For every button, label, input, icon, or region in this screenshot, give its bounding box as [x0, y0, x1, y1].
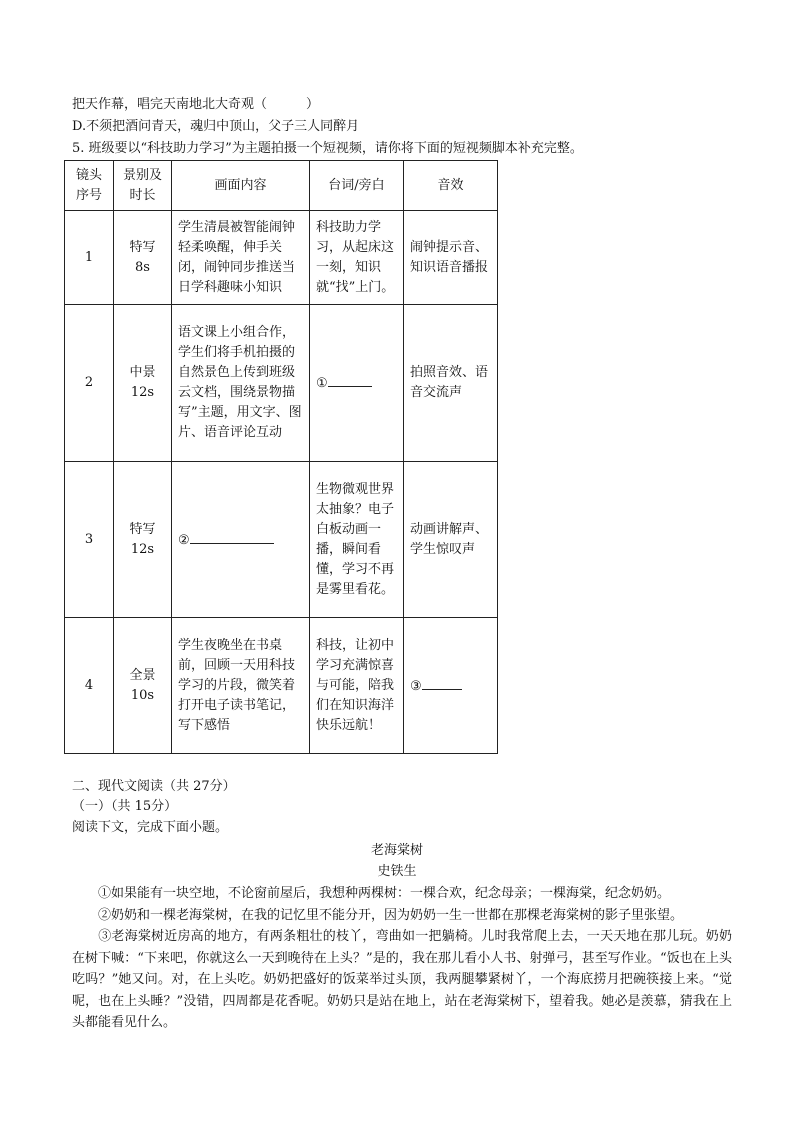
- shot-duration: 12s: [130, 385, 155, 400]
- row-number: 2: [65, 305, 114, 462]
- question-option-c-tail: 把天作幕，唱完天南地北大奇观（ ）: [72, 97, 320, 112]
- shot-type: 特写: [129, 239, 156, 255]
- blank-3-marker: ③: [410, 678, 422, 694]
- blank-2-line[interactable]: [190, 529, 274, 544]
- row-number: 4: [65, 618, 114, 754]
- article-paragraph-3: [72, 926, 732, 1034]
- lines-cell: 生物微观世界太抽象？电子白板动画一播，瞬间看懂，学习不再是雾里看花。: [310, 462, 404, 618]
- row-number: 3: [65, 462, 114, 618]
- shot-type: 中景: [129, 365, 156, 380]
- table-row: [65, 618, 498, 754]
- scene-cell: 学生夜晚坐在书桌前，回顾一天用科技学习的片段，微笑着打开电子读书笔记，写下感悟: [172, 618, 310, 754]
- blank-3-line[interactable]: [422, 675, 462, 690]
- shot-cell: [114, 618, 172, 754]
- blank-2-marker: ②: [178, 532, 190, 548]
- header-shot-type-text: 景别及时长: [122, 167, 162, 203]
- table-header-row: [65, 161, 498, 211]
- lines-cell: 科技，让初中学习充满惊喜与可能，陪我们在知识海洋快乐远航！: [310, 618, 404, 754]
- sfx-cell: 拍照音效、语音交流声: [404, 305, 498, 462]
- shot-duration: 12s: [130, 541, 155, 557]
- paragraph-text: ②奶奶和一棵老海棠树，在我的记忆里不能分开，因为奶奶一生一世都在那棵老海棠树的影子里张望。: [98, 908, 684, 923]
- video-script-table: [64, 160, 498, 754]
- reading-instruction: 阅读下文，完成下面小题。: [72, 820, 229, 835]
- paragraph-text: ①如果能有一块空地，不论窗前屋后，我想种两棵树：一棵合欢，纪念母亲；一棵海棠，纪念奶奶。: [98, 886, 671, 901]
- table-row: [65, 462, 498, 618]
- blank-1-marker: ①: [316, 376, 328, 391]
- sfx-cell: [404, 618, 498, 754]
- header-lines: 台词/旁白: [310, 161, 404, 211]
- section-heading: 二、现代文阅读（共 27分）: [72, 779, 236, 794]
- paragraph-text: ③老海棠树近房高的地方，有两条粗壮的枝丫，弯曲如一把躺椅。儿时我常爬上去，一天天地在那儿玩。奶奶在树下喊：“下来吧，你就这么一天到晚待在上头？”是的，我在那儿看小人书、射弹弓，甚至写作业。“饭也在上头吃吗？”她又问。对，在上头吃。奶奶把盛好的饭菜举过头顶，我两腿攀紧树丫，一个海底捞月把碗筷接上来。“觉呢，也在上头睡？”没错，四周都是花香呢。奶奶只是站在地上，站在老海棠树下，望着我。她必是羡慕，猜我在上头都能看见什么。: [72, 929, 732, 1030]
- lines-cell: 科技助力学习，从起床这一刻，知识就“找”上门。: [310, 211, 404, 305]
- article-paragraph-2: [72, 905, 732, 927]
- sfx-cell: 闹钟提示音、知识语音播报: [404, 211, 498, 305]
- header-scene: 画面内容: [172, 161, 310, 211]
- sfx-cell: 动画讲解声、学生惊叹声: [404, 462, 498, 618]
- header-shot-type: [114, 161, 172, 211]
- article-paragraph-1: [72, 883, 732, 905]
- row-number: 1: [65, 211, 114, 305]
- shot-cell: [114, 211, 172, 305]
- header-shot-number: [65, 161, 114, 211]
- table-row: [65, 305, 498, 462]
- shot-type: 全景: [129, 667, 156, 683]
- article-author: 史铁生: [377, 864, 417, 879]
- shot-cell: [114, 305, 172, 462]
- question-option-d: D.不须把酒问青天，魂归中顶山，父子三人同醉月: [72, 119, 360, 134]
- scene-cell: [172, 462, 310, 618]
- shot-duration: 10s: [130, 687, 155, 703]
- header-shot-number-text: 镜头序号: [75, 167, 102, 203]
- question-5-prompt: 5. 班级要以“科技助力学习”为主题拍摄一个短视频，请你将下面的短视频脚本补充完整。: [72, 141, 583, 156]
- scene-cell: 语文课上小组合作，学生们将手机拍摄的自然景色上传到班级云文档，围绕景物描写”主题，用文字、图片、语音评论互动: [172, 305, 310, 462]
- shot-cell: [114, 462, 172, 618]
- shot-duration: 8s: [135, 259, 150, 275]
- article-title: 老海棠树: [370, 843, 423, 858]
- subsection-heading: （一）（共 15分）: [72, 799, 178, 814]
- lines-cell: [310, 305, 404, 462]
- scene-cell: 学生清晨被智能闹钟轻柔唤醒，伸手关闭，闹钟同步推送当日学科趣味小知识: [172, 211, 310, 305]
- table-row: [65, 211, 498, 305]
- header-sfx: 音效: [404, 161, 498, 211]
- shot-type: 特写: [129, 521, 156, 537]
- blank-1-line[interactable]: [328, 372, 372, 387]
